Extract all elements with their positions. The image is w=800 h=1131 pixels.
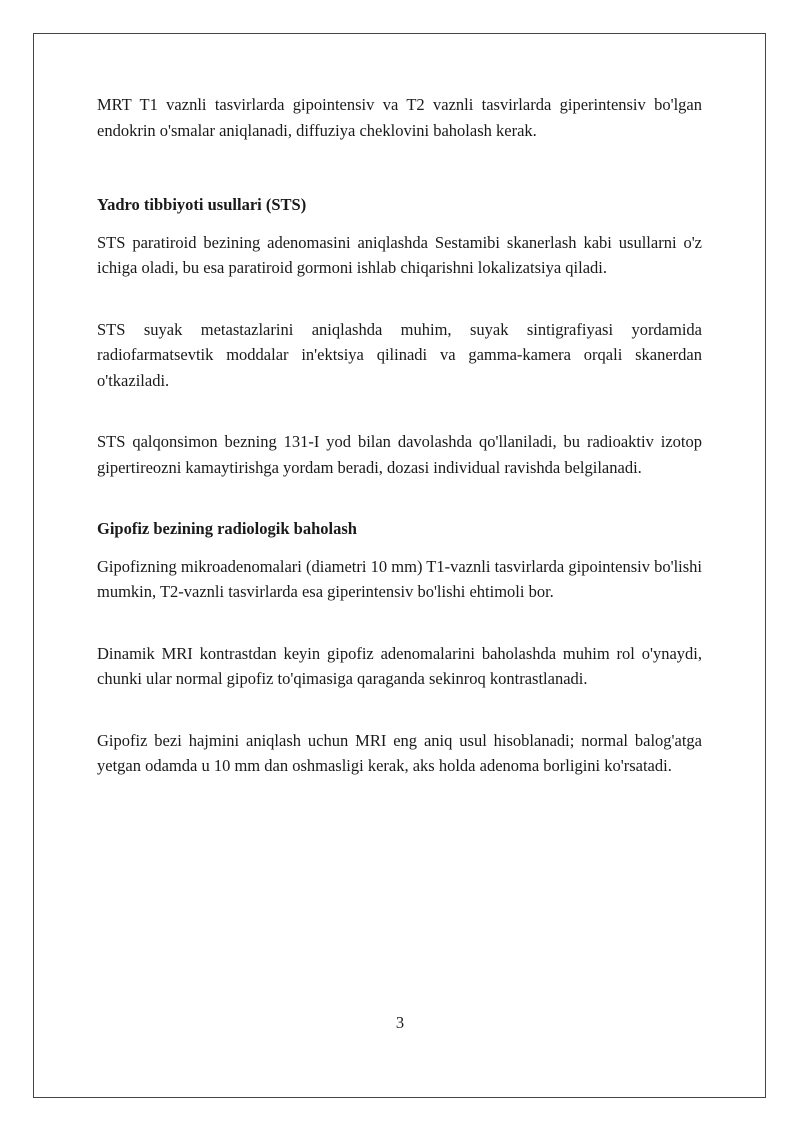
paragraph-iodine-131: STS qalqonsimon bezning 131-I yod bilan davolashda qo'llaniladi, bu radioaktiv izotop gipertireozni kamaytirishga yordam beradi, dozasi individual ravishda belgilanadi. (97, 432, 702, 477)
paragraph-sestamibi: STS paratiroid bezining adenomasini aniqlashda Sestamibi skanerlash kabi usullarni o'z ichiga oladi, bu esa paratiroid gormoni ishlab chiqarishni lokalizatsiya qiladi. (97, 232, 702, 277)
paragraph-bone-metastases: STS suyak metastazlarini aniqlashda muhim, suyak sintigrafiyasi yordamida radiofarmatsevtik moddalar in'ektsiya qilinadi va gamma-kamera orqali skanerdan o'tkaziladi. (97, 319, 702, 390)
page-number: 3 (395, 1013, 405, 1032)
document-body (97, 92, 702, 779)
heading-pituitary: Gipofiz bezining radiologik baholash (97, 519, 357, 538)
paragraph-microadenoma: Gipofizning mikroadenomalari (diametri 10 mm) T1-vaznli tasvirlarda gipointensiv bo'lishi mumkin, T2-vaznli tasvirlarda esa giperintensiv bo'lishi ehtimoli bor. (97, 556, 702, 601)
heading-nuclear-medicine: Yadro tibbiyoti usullari (STS) (97, 195, 307, 214)
paragraph-pituitary-size: Gipofiz bezi hajmini aniqlash uchun MRI eng aniq usul hisoblanadi; normal balog'atga yetgan odamda u 10 mm dan oshmasligi kerak, aks holda adenoma borligini ko'rsatadi. (97, 730, 702, 775)
paragraph-dynamic-mri: Dinamik MRI kontrastdan keyin gipofiz adenomalarini baholashda muhim rol o'ynaydi, chunki ular normal gipofiz to'qimasiga qaraganda sekinroq kontrastlanadi. (97, 643, 702, 688)
paragraph-mrt-t1: MRT T1 vaznli tasvirlarda gipointensiv va T2 vaznli tasvirlarda giperintensiv bo'lgan endokrin o'smalar aniqlanadi, diffuziya cheklovini baholash kerak. (97, 95, 702, 140)
